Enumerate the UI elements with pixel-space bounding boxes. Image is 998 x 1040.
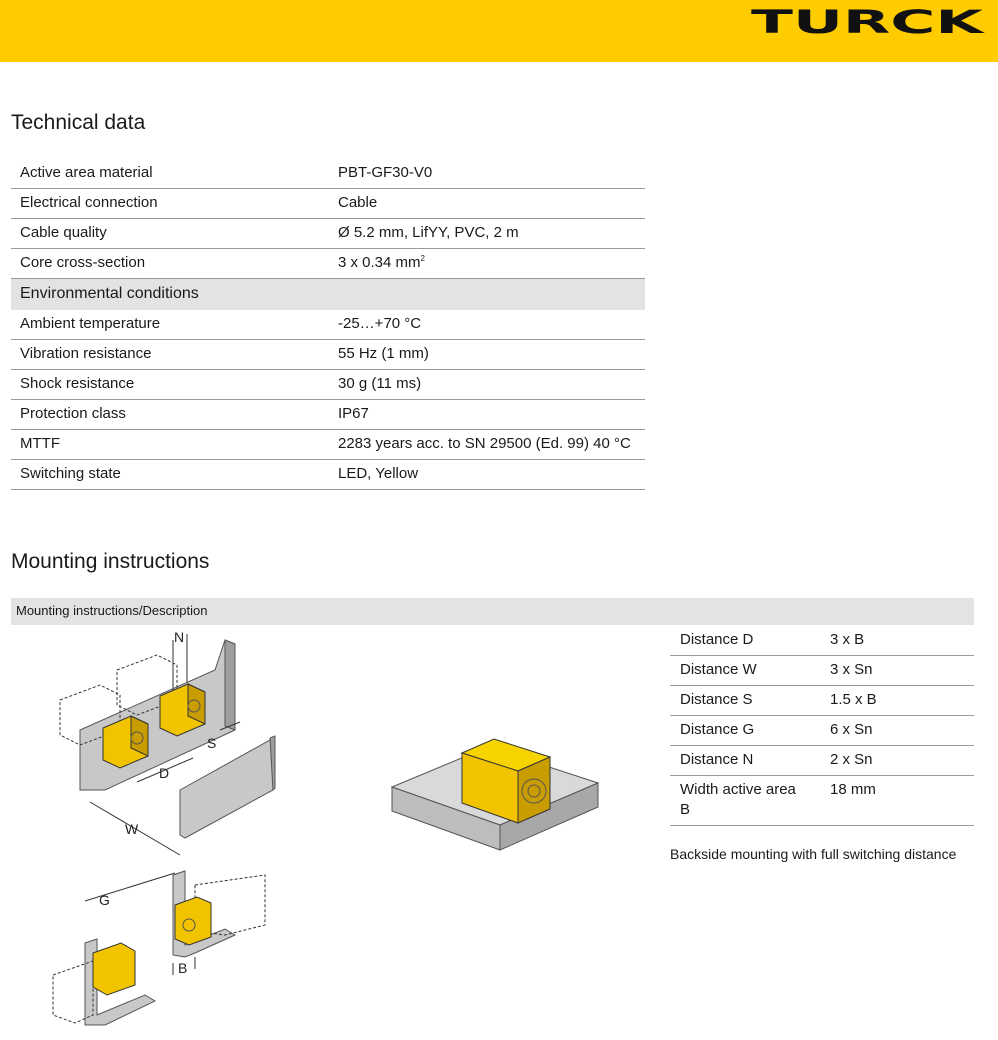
table-row bbox=[11, 189, 645, 219]
table-row bbox=[670, 656, 974, 686]
row-value: 55 Hz (1 mm) bbox=[329, 340, 645, 370]
row-label: Core cross-section bbox=[11, 249, 329, 279]
table-row bbox=[670, 626, 974, 656]
svg-text:W: W bbox=[125, 821, 139, 837]
technical-data-table bbox=[11, 159, 645, 490]
distance-value: 6 x Sn bbox=[820, 716, 974, 746]
backside-mounting-diagram bbox=[390, 725, 605, 853]
row-value bbox=[329, 249, 645, 279]
table-row bbox=[11, 310, 645, 340]
backside-mounting-note: Backside mounting with full switching distance bbox=[670, 846, 957, 862]
distance-label: Distance S bbox=[670, 686, 820, 716]
turck-logo bbox=[748, 6, 986, 36]
table-row bbox=[11, 219, 645, 249]
logo-text: TURCK bbox=[751, 6, 986, 36]
distance-label: Distance W bbox=[670, 656, 820, 686]
distance-label: Distance G bbox=[670, 716, 820, 746]
flush-mounting-diagram bbox=[45, 630, 290, 860]
svg-text:N: N bbox=[174, 630, 185, 645]
table-row bbox=[670, 716, 974, 746]
row-label: Shock resistance bbox=[11, 370, 329, 400]
row-label: Protection class bbox=[11, 400, 329, 430]
row-label: Cable quality bbox=[11, 219, 329, 249]
table-row bbox=[11, 400, 645, 430]
mounting-instructions-title: Mounting instructions bbox=[11, 550, 210, 573]
row-label: MTTF bbox=[11, 430, 329, 460]
side-mounting-diagram bbox=[45, 865, 275, 1035]
table-row bbox=[670, 776, 974, 826]
row-label: Ambient temperature bbox=[11, 310, 329, 340]
svg-text:D: D bbox=[159, 765, 170, 781]
table-row bbox=[11, 460, 645, 490]
table-row bbox=[670, 686, 974, 716]
row-value: Cable bbox=[329, 189, 645, 219]
group-header-row bbox=[11, 279, 645, 310]
table-row bbox=[11, 159, 645, 189]
row-value: LED, Yellow bbox=[329, 460, 645, 490]
distance-label: Distance N bbox=[670, 746, 820, 776]
distance-value: 3 x Sn bbox=[820, 656, 974, 686]
technical-data-title: Technical data bbox=[11, 111, 146, 134]
distance-label: Distance D bbox=[670, 626, 820, 656]
mounting-description-bar: Mounting instructions/Description bbox=[11, 598, 974, 625]
distance-value: 2 x Sn bbox=[820, 746, 974, 776]
table-row bbox=[11, 249, 645, 279]
row-label: Vibration resistance bbox=[11, 340, 329, 370]
distance-label: Width active area B bbox=[670, 776, 820, 826]
row-value: PBT-GF30-V0 bbox=[329, 159, 645, 189]
svg-text:B: B bbox=[178, 960, 188, 976]
svg-text:S: S bbox=[207, 735, 217, 751]
row-value: IP67 bbox=[329, 400, 645, 430]
svg-text:G: G bbox=[99, 892, 110, 908]
distance-value: 3 x B bbox=[820, 626, 974, 656]
row-value: -25…+70 °C bbox=[329, 310, 645, 340]
row-label: Active area material bbox=[11, 159, 329, 189]
row-value: 30 g (11 ms) bbox=[329, 370, 645, 400]
table-row bbox=[11, 370, 645, 400]
unit-superscript: 2 bbox=[420, 254, 425, 263]
distance-value: 1.5 x B bbox=[820, 686, 974, 716]
value-text: 3 x 0.34 mm bbox=[338, 254, 421, 271]
row-label: Switching state bbox=[11, 460, 329, 490]
row-value: 2283 years acc. to SN 29500 (Ed. 99) 40 °C bbox=[329, 430, 645, 460]
distance-value: 18 mm bbox=[820, 776, 974, 826]
row-value: Ø 5.2 mm, LifYY, PVC, 2 m bbox=[329, 219, 645, 249]
table-row bbox=[11, 340, 645, 370]
group-label: Environmental conditions bbox=[11, 279, 645, 310]
row-label: Electrical connection bbox=[11, 189, 329, 219]
table-row bbox=[11, 430, 645, 460]
distances-table bbox=[670, 626, 974, 826]
table-row bbox=[670, 746, 974, 776]
